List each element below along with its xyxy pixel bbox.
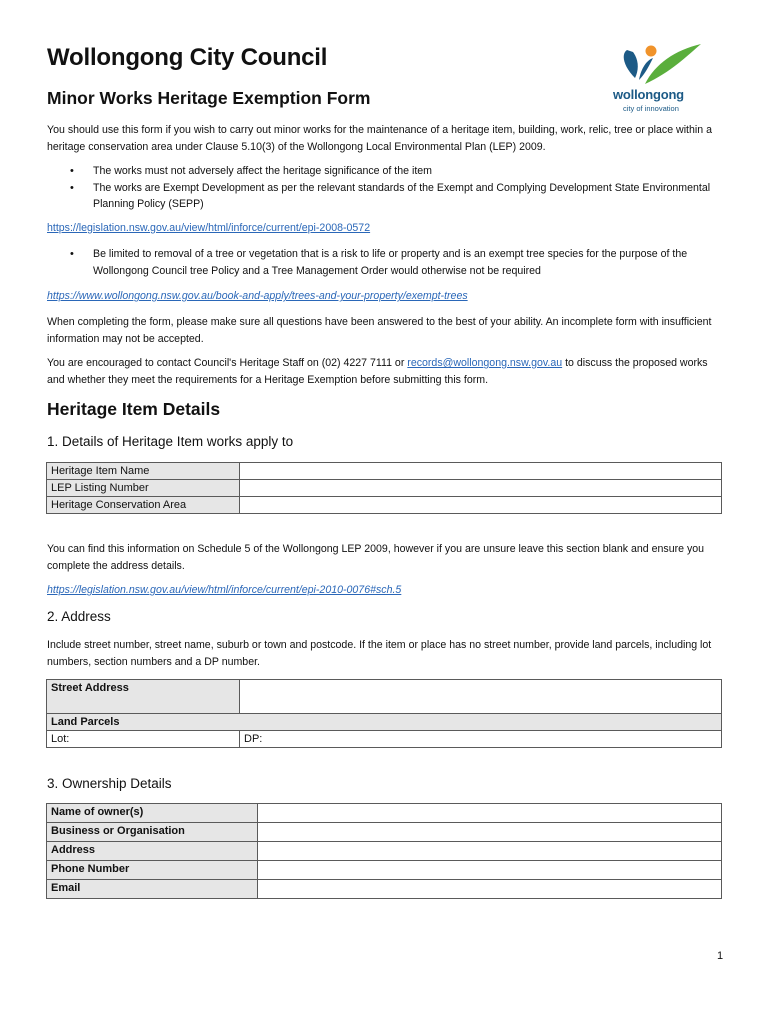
table-row <box>47 680 722 714</box>
requirement-item: • The works must not adversely affect the heritage significance of the item <box>70 163 730 180</box>
lot-field[interactable]: Lot: <box>47 731 240 748</box>
records-email-link[interactable]: records@wollongong.nsw.gov.au <box>407 357 563 369</box>
question-3-title: 3. Ownership Details <box>47 776 172 791</box>
table-row <box>47 823 722 842</box>
street-address-label: Street Address <box>47 680 240 714</box>
section-heading-heritage: Heritage Item Details <box>47 399 221 419</box>
table-row <box>47 804 722 823</box>
contact-paragraph: You are encouraged to contact Council's Heritage Staff on (02) 4227 7111 or records@wollongong.nsw.gov.au to discuss the proposed works and whether they meet the requirements for a Heritage Exemption before submitting this form. <box>47 357 708 386</box>
form-title: Minor Works Heritage Exemption Form <box>47 88 371 108</box>
table-row <box>47 480 722 497</box>
council-title: Wollongong City Council <box>47 44 328 71</box>
question-1-title: 1. Details of Heritage Item works apply to <box>47 434 294 449</box>
table-row <box>47 880 722 899</box>
completion-notice: When completing the form, please make sure all questions have been answered to the best of your ability. An incomplete form with insufficient information may not be accepted. <box>47 316 712 345</box>
bullet-icon: • <box>70 248 74 260</box>
requirement-item: • The works are Exempt Development as per the relevant standards of the Exempt and Complying Development State Environmental Planning Policy (SEPP) <box>70 181 711 210</box>
table-row <box>47 861 722 880</box>
address-instructions: Include street number, street name, suburb or town and postcode. If the item or place has no street number, provide land parcels, including lot numbers, section numbers and a DP number. <box>47 639 712 668</box>
logo-tagline: city of innovation <box>623 104 679 113</box>
email-field[interactable] <box>258 880 722 899</box>
lep-listing-number-field[interactable] <box>240 480 722 497</box>
bullet-icon: • <box>70 165 74 177</box>
schedule-note: You can find this information on Schedule 5 of the Wollongong LEP 2009, however if you are unsure leave this section blank and ensure you complete the address details. <box>47 543 705 572</box>
ownership-table <box>46 803 722 899</box>
dp-field[interactable]: DP: <box>240 731 722 748</box>
conservation-area-label: Heritage Conservation Area <box>47 497 240 514</box>
phone-label: Phone Number <box>47 861 258 880</box>
business-label: Business or Organisation <box>47 823 258 842</box>
table-row <box>47 714 722 731</box>
conservation-area-field[interactable] <box>240 497 722 514</box>
table-row <box>47 497 722 514</box>
exempt-trees-link[interactable]: https://www.wollongong.nsw.gov.au/book-and-apply/trees-and-your-property/exempt-trees <box>47 290 468 302</box>
lep-listing-number-label: LEP Listing Number <box>47 480 240 497</box>
sepp-legislation-link[interactable]: https://legislation.nsw.gov.au/view/html/inforce/current/epi-2008-0572 <box>47 222 371 234</box>
logo-wordmark: wollongong <box>613 87 684 102</box>
business-field[interactable] <box>258 823 722 842</box>
question-2-title: 2. Address <box>47 609 111 624</box>
owner-address-field[interactable] <box>258 842 722 861</box>
page-number: 1 <box>717 950 724 962</box>
street-address-field[interactable] <box>240 680 722 714</box>
requirement-item: • Be limited to removal of a tree or vegetation that is a risk to life or property and is an exempt tree species for the purpose of the Wollongong Council tree Policy and a Tree Management Order would otherwise not be required <box>70 248 688 277</box>
logo-mark-icon <box>605 42 710 88</box>
heritage-item-table <box>46 462 722 514</box>
phone-field[interactable] <box>258 861 722 880</box>
owner-name-label: Name of owner(s) <box>47 804 258 823</box>
table-row <box>47 731 722 748</box>
tree-requirements-list <box>70 246 730 279</box>
intro-paragraph: You should use this form if you wish to carry out minor works for the maintenance of a heritage item, building, work, relic, tree or place within a heritage conservation area under Clause 5.10(3) of the Wollongong Local Environmental Plan (LEP) 2009. <box>47 124 712 153</box>
owner-name-field[interactable] <box>258 804 722 823</box>
table-row <box>47 842 722 861</box>
address-table <box>46 679 722 748</box>
bullet-icon: • <box>70 181 74 194</box>
owner-address-label: Address <box>47 842 258 861</box>
table-row <box>47 463 722 480</box>
heritage-item-name-field[interactable] <box>240 463 722 480</box>
heritage-item-name-label: Heritage Item Name <box>47 463 240 480</box>
email-label: Email <box>47 880 258 899</box>
requirements-list <box>70 163 730 213</box>
land-parcels-label: Land Parcels <box>47 714 722 731</box>
schedule-5-link[interactable]: https://legislation.nsw.gov.au/view/html/inforce/current/epi-2010-0076#sch.5 <box>47 584 402 596</box>
wollongong-logo <box>605 42 710 120</box>
